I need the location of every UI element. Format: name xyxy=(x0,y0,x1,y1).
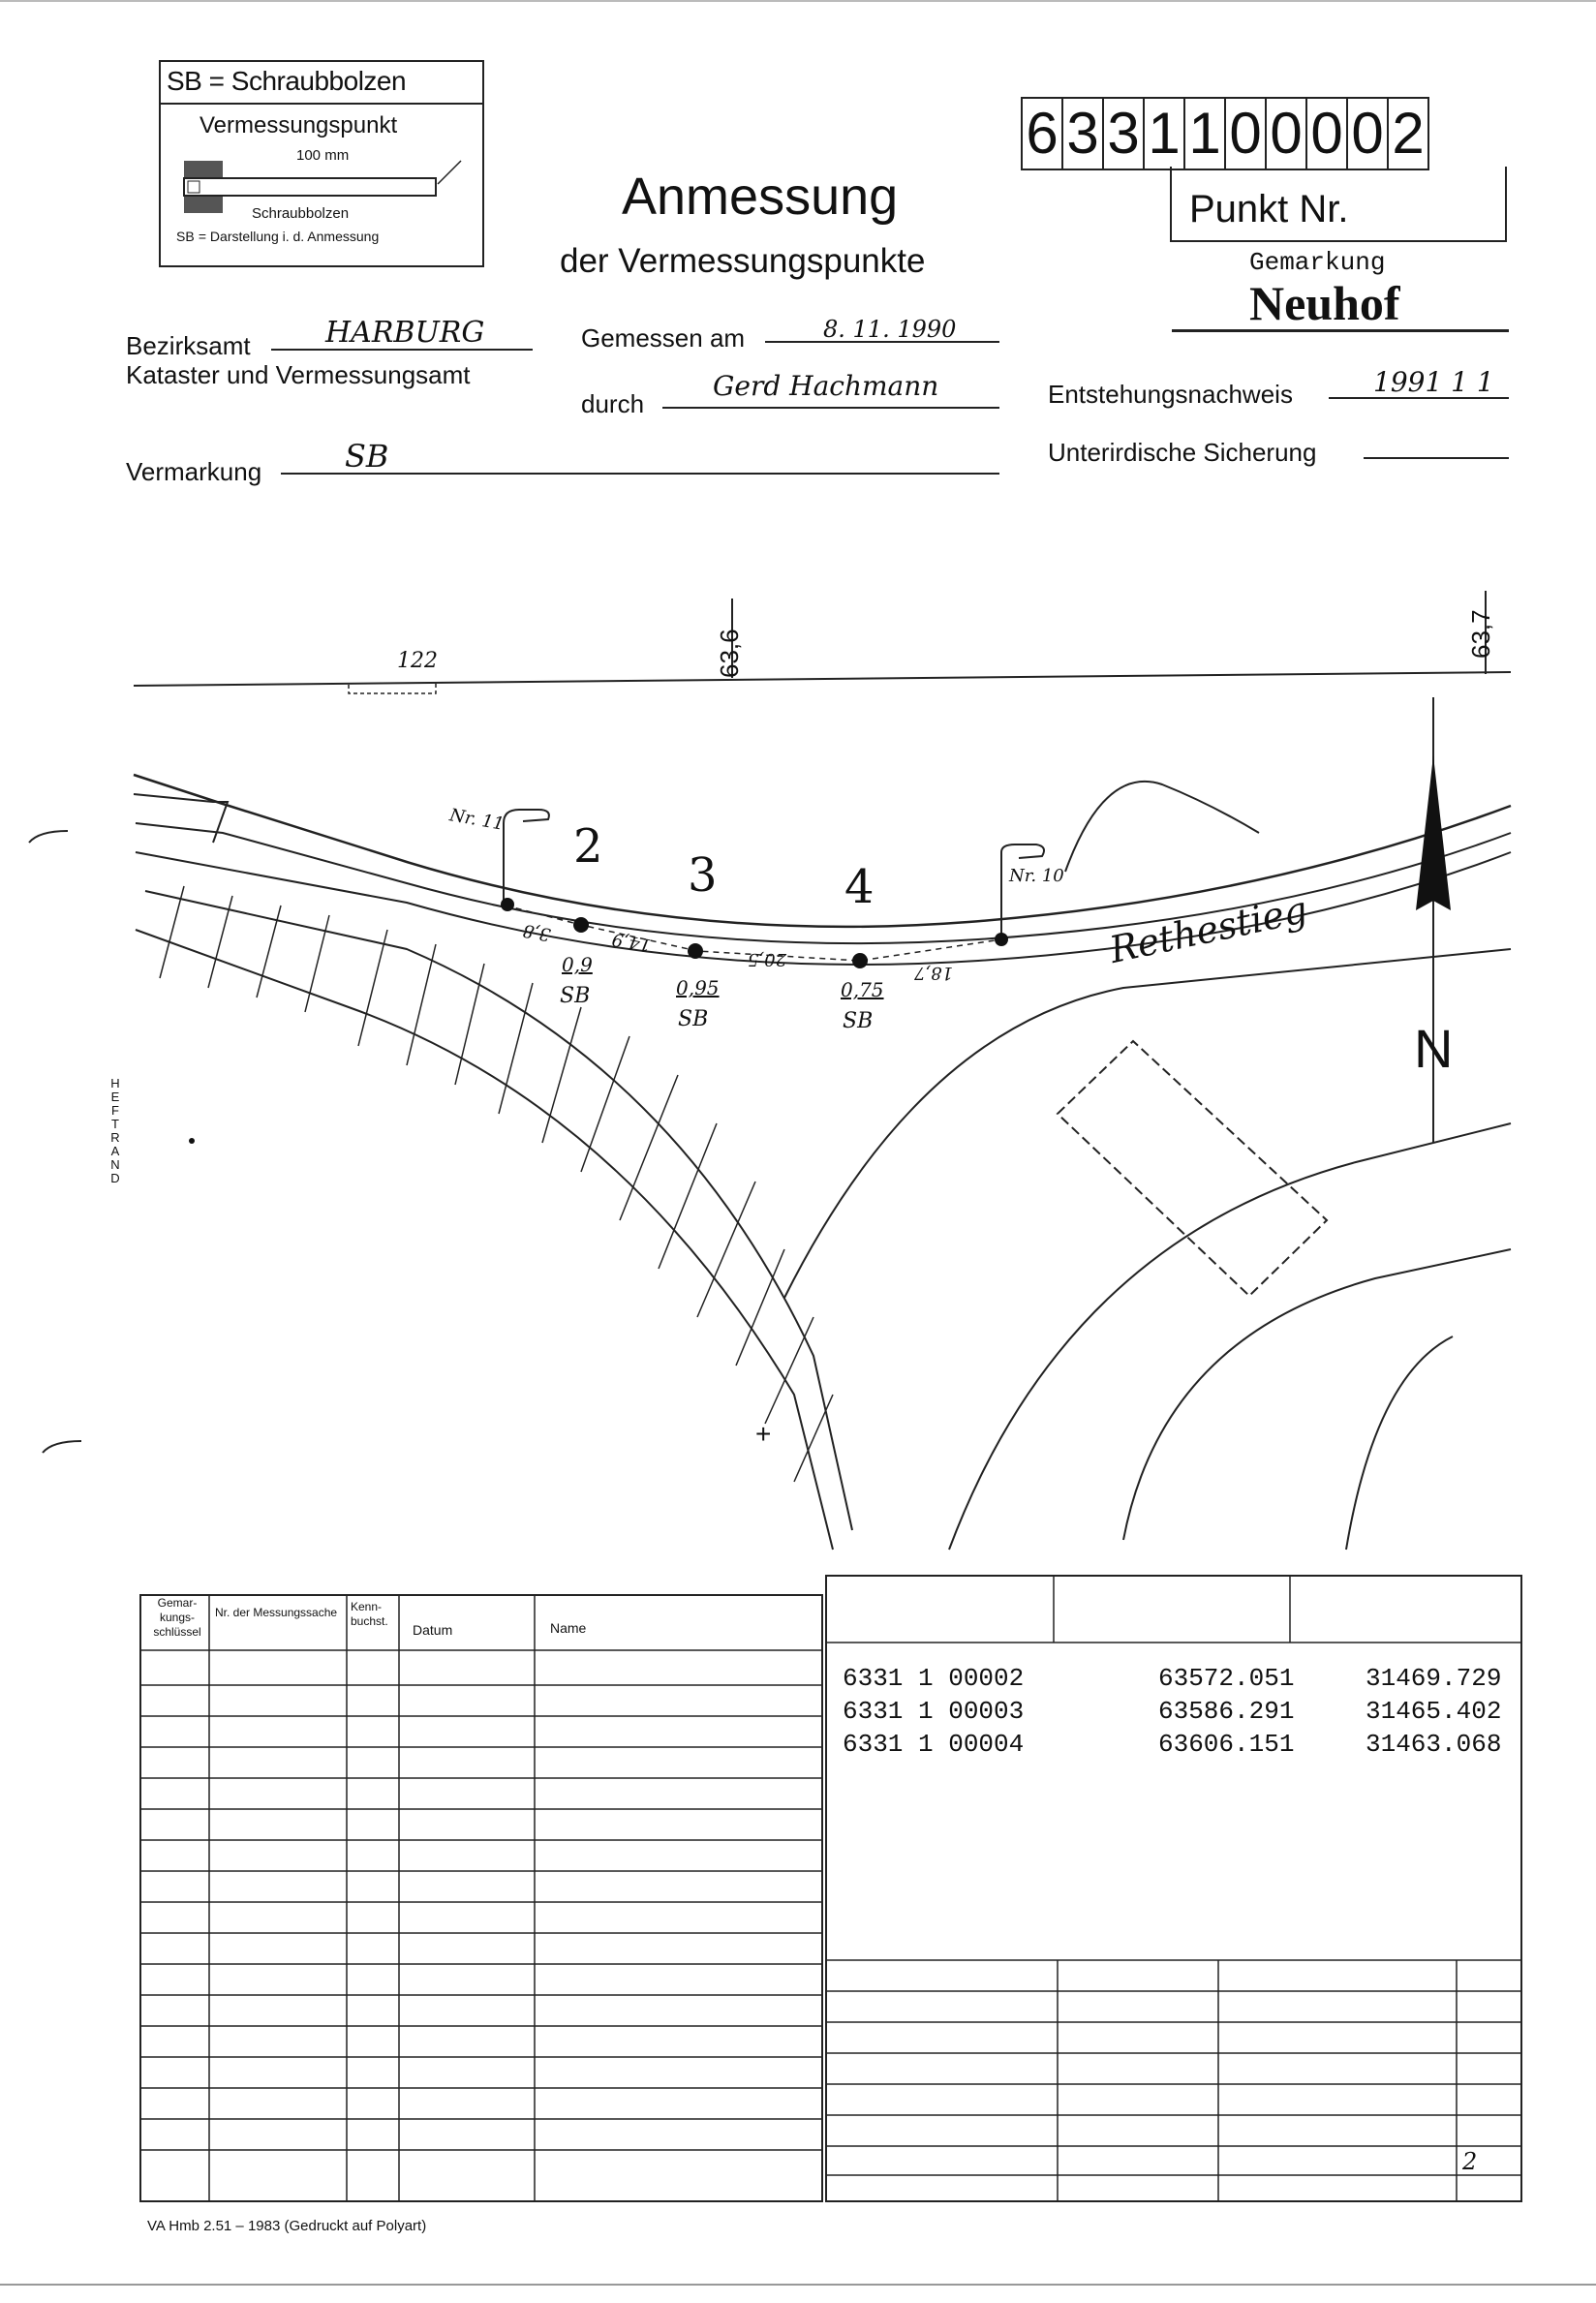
digit-box: 3 xyxy=(1104,99,1145,169)
legend-bolt-label: Schraubbolzen xyxy=(252,205,350,222)
svg-text:+: + xyxy=(755,1419,772,1449)
legend-dimension: 100 mm xyxy=(296,147,350,164)
digit-box: 1 xyxy=(1185,99,1226,169)
legend-symbol: SB xyxy=(176,229,195,244)
point-label-3: 3 xyxy=(688,848,718,903)
legend-symbol-row xyxy=(176,229,379,245)
distance-1: 3,8 xyxy=(521,919,553,945)
col-header-gemarkung: Gemar-kungs-schlüssel xyxy=(153,1596,201,1639)
digit-box: 3 xyxy=(1063,99,1104,169)
vermarkung-label: Vermarkung xyxy=(126,457,262,486)
legend-symbol-text: = Darstellung i. d. Anmessung xyxy=(198,229,380,244)
bezirksamt-label: Bezirksamt xyxy=(126,331,251,360)
survey-sketch xyxy=(0,542,1596,1569)
grid-label-mid: 63,6 xyxy=(715,629,744,678)
lamp-label-left: Nr. 11 xyxy=(447,805,506,835)
coord-y: 31469.729 xyxy=(1366,1664,1502,1693)
col-header-name: Name xyxy=(550,1620,587,1636)
mark-4-top: 0,75 xyxy=(841,978,884,1001)
point-number-box xyxy=(1021,97,1429,170)
point-label-4: 4 xyxy=(844,860,875,914)
col-header-datum: Datum xyxy=(413,1622,453,1638)
punkt-nr-label: Punkt Nr. xyxy=(1189,188,1349,230)
coord-y: 31463.068 xyxy=(1366,1730,1502,1759)
scan-bottom-rule xyxy=(0,2284,1596,2286)
digit-box: 1 xyxy=(1145,99,1185,169)
lamp-label-right: Nr. 10 xyxy=(1009,866,1064,886)
digit-box: 0 xyxy=(1348,99,1389,169)
margin-text: HEFTRAND xyxy=(110,1076,120,1185)
legend-box xyxy=(159,60,484,267)
mark-4-bottom: SB xyxy=(843,1009,874,1033)
gemessen-value: 8. 11. 1990 xyxy=(823,316,957,343)
digit-box: 0 xyxy=(1226,99,1267,169)
distance-3: 20,5 xyxy=(748,949,787,969)
unterirdisch-label: Unterirdische Sicherung xyxy=(1048,438,1317,467)
kataster-label: Kataster und Vermessungsamt xyxy=(126,360,471,389)
grid-label-right: 63,7 xyxy=(1466,609,1495,659)
distance-2: 14,9 xyxy=(610,928,653,956)
unterirdisch-rule xyxy=(1364,457,1509,459)
digit-box: 6 xyxy=(1023,99,1063,169)
coord-x: 63572.051 xyxy=(1158,1664,1295,1693)
durch-label: durch xyxy=(581,389,645,418)
scan-top-rule xyxy=(0,0,1596,2)
digit-box: 0 xyxy=(1267,99,1307,169)
gemarkung-rule xyxy=(1172,329,1509,332)
mark-2-bottom: SB xyxy=(560,984,591,1008)
north-label: N xyxy=(1414,1018,1454,1079)
street-name: Rethestieg xyxy=(1106,887,1311,972)
coord-y: 31465.402 xyxy=(1366,1697,1502,1726)
grid-label-left: 122 xyxy=(397,649,438,673)
footer-note: VA Hmb 2.51 – 1983 (Gedruckt auf Polyart) xyxy=(147,2218,427,2234)
gemarkung-label: Gemarkung xyxy=(1249,248,1386,277)
coord-x: 63586.291 xyxy=(1158,1697,1295,1726)
entstehung-value: 1991 1 1 xyxy=(1373,366,1494,398)
legend-title: SB = Schraubbolzen xyxy=(167,66,407,96)
legend-title-rule xyxy=(161,103,482,105)
mark-3-top: 0,95 xyxy=(676,976,720,999)
bolt-diagram xyxy=(180,157,471,234)
left-table xyxy=(139,1594,823,2202)
coord-id: 6331 1 00003 xyxy=(843,1697,1025,1726)
digit-box: 2 xyxy=(1392,101,1425,166)
vermarkung-value: SB xyxy=(345,438,389,475)
mark-3-bottom: SB xyxy=(678,1007,709,1031)
legend-subtitle: Vermessungspunkt xyxy=(200,112,398,138)
digit-box: 0 xyxy=(1307,99,1348,169)
page-title: Anmessung xyxy=(622,168,899,226)
distance-4: 18,7 xyxy=(914,963,954,983)
mark-2-top: 0,9 xyxy=(562,953,593,976)
point-label-2: 2 xyxy=(573,819,603,874)
punkt-nr-box xyxy=(1170,167,1507,242)
coord-id: 6331 1 00002 xyxy=(843,1664,1025,1693)
coord-id: 6331 1 00004 xyxy=(843,1730,1025,1759)
durch-rule xyxy=(662,407,999,409)
entstehung-label: Entstehungsnachweis xyxy=(1048,380,1293,409)
durch-value: Gerd Hachmann xyxy=(713,370,939,402)
gemarkung-value: Neuhof xyxy=(1249,276,1400,330)
col-header-kennbuchst: Kenn-buchst. xyxy=(351,1600,388,1628)
gemessen-label: Gemessen am xyxy=(581,323,746,353)
coord-x: 63606.151 xyxy=(1158,1730,1295,1759)
col-header-messungssache: Nr. der Messungssache xyxy=(215,1606,338,1619)
page-subtitle: der Vermessungspunkte xyxy=(560,242,926,280)
page-mark: 2 xyxy=(1462,2148,1478,2175)
bezirksamt-value: HARBURG xyxy=(325,316,485,350)
